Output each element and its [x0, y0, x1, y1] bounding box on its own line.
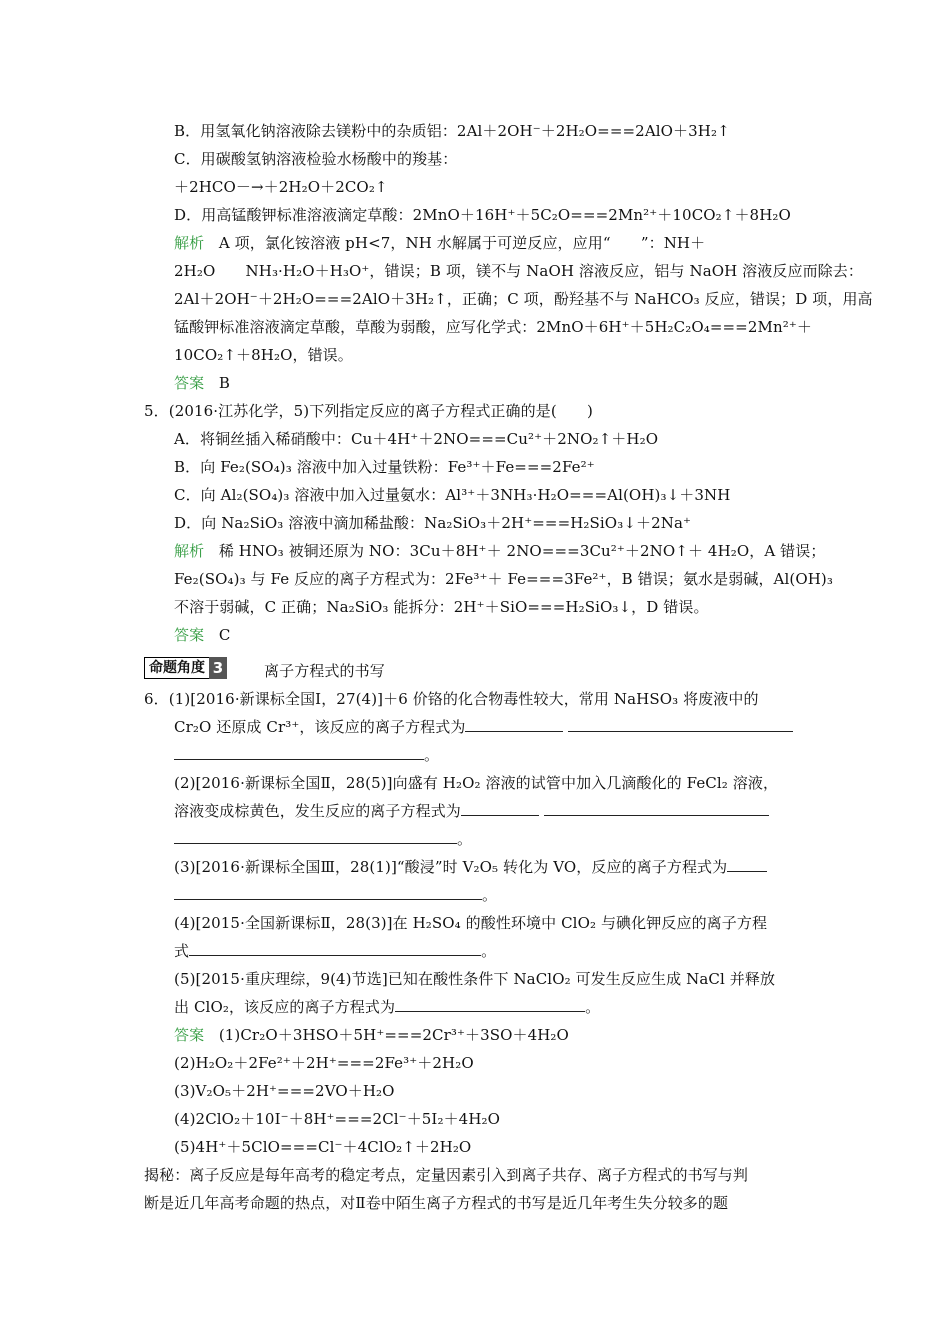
answer-label: 答案	[174, 626, 205, 644]
period: 。	[585, 998, 601, 1016]
option-b-q5: B．向 Fe₂(SO₄)₃ 溶液中加入过量铁粉：Fe³⁺＋Fe===2Fe²⁺	[174, 458, 595, 476]
analysis-text: A 项，氯化铵溶液 pH<7，NH 水解属于可逆反应，应用“ ”：NH＋	[218, 234, 706, 252]
answer-q5	[174, 624, 230, 646]
analysis-label: 解析	[174, 542, 205, 560]
question-6-4-line1: (4)[2015·全国新课标Ⅱ，28(3)]在 H₂SO₄ 的酸性环境中 ClO₂ 与碘化钾反应的离子方程	[174, 914, 768, 932]
option-c-q5: C．向 Al₂(SO₄)₃ 溶液中加入过量氨水：Al³⁺＋3NH₃·H₂O===Al(OH)₃↓＋3NH	[174, 486, 731, 504]
answer-blank[interactable]	[395, 997, 585, 1012]
period: 。	[457, 830, 473, 848]
analysis-q5-line1	[174, 540, 825, 562]
section-badge-label: 命题角度	[144, 657, 209, 679]
option-b-q4: B．用氢氧化钠溶液除去镁粉中的杂质铝：2Al＋2OH⁻＋2H₂O===2AlO＋3H₂↑	[174, 122, 730, 140]
answer-blank[interactable]	[189, 941, 481, 956]
option-c-q4: C．用碳酸氢钠溶液检验水杨酸中的羧基：	[174, 150, 458, 168]
answer-q6-2: (2)H₂O₂＋2Fe²⁺＋2H⁺===2Fe³⁺＋2H₂O	[174, 1054, 474, 1072]
period: 。	[424, 746, 440, 764]
answer-blank[interactable]	[174, 829, 457, 844]
option-d-q4: D．用高锰酸钾标准溶液滴定草酸：2MnO＋16H⁺＋5C₂O===2Mn²⁺＋10CO₂↑＋8H₂O	[174, 206, 791, 224]
analysis-q4-line3: 2Al＋2OH⁻＋2H₂O===2AlO＋3H₂↑，正确；C 项，酚羟基不与 NaHCO₃ 反应，错误；D 项，用高	[174, 290, 873, 308]
question-6-2-line1: (2)[2016·新课标全国Ⅱ，28(5)]向盛有 H₂O₂ 溶液的试管中加入几滴酸化的 FeCl₂ 溶液，	[174, 774, 779, 792]
question-6-3-line2	[174, 884, 497, 906]
analysis-text: 稀 HNO₃ 被铜还原为 NO：3Cu＋8H⁺＋ 2NO===3Cu²⁺＋2NO↑＋ 4H₂O，A 错误；	[218, 542, 826, 560]
period: 。	[482, 886, 498, 904]
analysis-q4-line2: 2H₂O NH₃·H₂O＋H₃O⁺，错误；B 项，镁不与 NaOH 溶液反应，铝与 NaOH 溶液反应而除去：	[174, 262, 863, 280]
answer-blank[interactable]	[461, 801, 539, 816]
answer-blank[interactable]	[174, 745, 424, 760]
option-c-q4-equation: ＋2HCO－→＋2H₂O＋2CO₂↑	[174, 178, 388, 196]
analysis-q5-line2: Fe₂(SO₄)₃ 与 Fe 反应的离子方程式为：2Fe³⁺＋ Fe===3Fe²⁺，B 错误；氨水是弱碱，Al(OH)₃	[174, 570, 833, 588]
question-5: 5．(2016·江苏化学，5)下列指定反应的离子方程式正确的是( )	[144, 402, 593, 420]
answer-label: 答案	[174, 374, 205, 392]
section-title: 离子方程式的书写	[264, 662, 385, 680]
option-d-q5: D．向 Na₂SiO₃ 溶液中滴加稀盐酸：Na₂SiO₃＋2H⁺===H₂SiO₃↓＋2Na⁺	[174, 514, 692, 532]
answer-value: (1)Cr₂O＋3HSO＋5H⁺===2Cr³⁺＋3SO＋4H₂O	[218, 1026, 569, 1044]
analysis-q5-line3: 不溶于弱碱，C 正确；Na₂SiO₃ 能拆分：2H⁺＋SiO===H₂SiO₃↓，D 错误。	[174, 598, 709, 616]
question-6-4-text: 式	[174, 942, 190, 960]
section-badge	[144, 657, 227, 679]
answer-blank[interactable]	[174, 885, 482, 900]
question-6-5-line2	[174, 996, 600, 1018]
question-6-line2	[174, 716, 793, 738]
question-6-5-line1: (5)[2015·重庆理综，9(4)节选]已知在酸性条件下 NaClO₂ 可发生反应生成 NaCl 并释放	[174, 970, 776, 988]
reveal-note-line2: 断是近几年高考命题的热点，对Ⅱ卷中陌生离子方程式的书写是近几年考生失分较多的题	[144, 1194, 729, 1212]
answer-label: 答案	[174, 1026, 205, 1044]
answer-q4	[174, 372, 230, 394]
question-6-line1: 6．(1)[2016·新课标全国Ⅰ，27(4)]＋6 价铬的化合物毒性较大，常用 NaHSO₃ 将废液中的	[144, 690, 759, 708]
answer-blank[interactable]	[568, 717, 793, 732]
answer-value: B	[218, 374, 230, 392]
question-6-4-line2	[174, 940, 496, 962]
question-6-3-line1	[174, 856, 767, 878]
answer-blank[interactable]	[465, 717, 563, 732]
question-6-2-line2	[174, 800, 769, 822]
question-6-line3	[174, 744, 439, 766]
period: 。	[481, 942, 497, 960]
analysis-q4-line4: 锰酸钾标准溶液滴定草酸，草酸为弱酸，应写化学式：2MnO＋6H⁺＋5H₂C₂O₄===2Mn²⁺＋	[174, 318, 812, 336]
question-6-2-text: 溶液变成棕黄色，发生反应的离子方程式为	[174, 802, 461, 820]
answer-blank[interactable]	[727, 857, 767, 872]
question-6-3-text: (3)[2016·新课标全国Ⅲ，28(1)]“酸浸”时 V₂O₅ 转化为 VO，反应的离子方程式为	[174, 858, 728, 876]
answer-q6-1	[174, 1024, 569, 1046]
analysis-label: 解析	[174, 234, 205, 252]
answer-q6-4: (4)2ClO₂＋10I⁻＋8H⁺===2Cl⁻＋5I₂＋4H₂O	[174, 1110, 501, 1128]
answer-value: C	[218, 626, 231, 644]
answer-q6-3: (3)V₂O₅＋2H⁺===2VO＋H₂O	[174, 1082, 395, 1100]
question-6-text: Cr₂O 还原成 Cr³⁺，该反应的离子方程式为	[174, 718, 466, 736]
question-6-2-line3	[174, 828, 472, 850]
analysis-q4-line1	[174, 232, 705, 254]
section-badge-number: 3	[209, 657, 227, 679]
question-6-5-text: 出 ClO₂，该反应的离子方程式为	[174, 998, 396, 1016]
answer-blank[interactable]	[544, 801, 769, 816]
option-a-q5: A．将铜丝插入稀硝酸中：Cu＋4H⁺＋2NO===Cu²⁺＋2NO₂↑＋H₂O	[174, 430, 659, 448]
reveal-note-line1: 揭秘：离子反应是每年高考的稳定考点，定量因素引入到离子共存、离子方程式的书写与判	[144, 1166, 749, 1184]
analysis-q4-line5: 10CO₂↑＋8H₂O，错误。	[174, 346, 353, 364]
answer-q6-5: (5)4H⁺＋5ClO===Cl⁻＋4ClO₂↑＋2H₂O	[174, 1138, 472, 1156]
